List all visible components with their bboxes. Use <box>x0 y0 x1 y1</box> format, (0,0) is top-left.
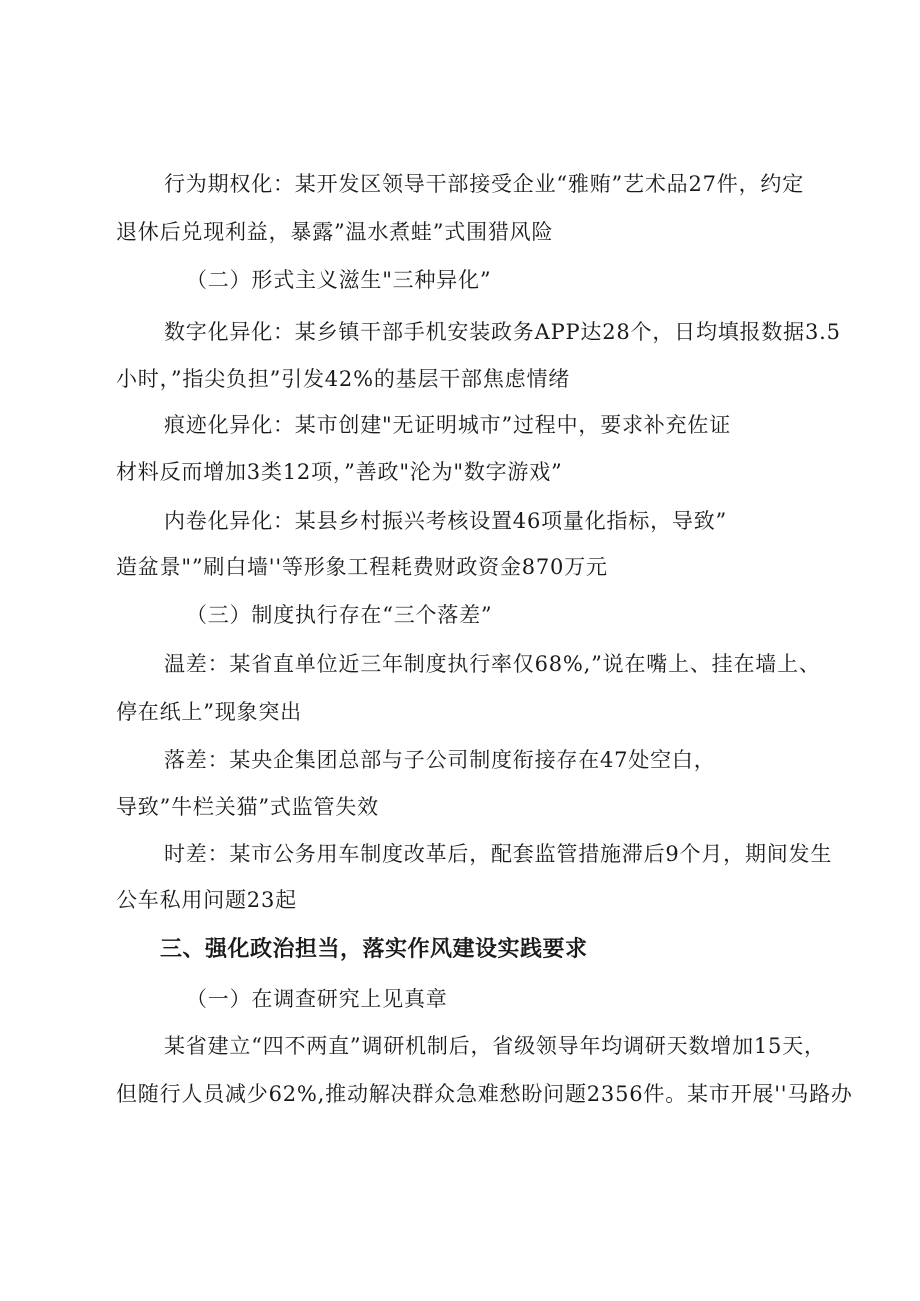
text-line: 内卷化异化：某县乡村振兴考核设置46项量化指标，导致” <box>164 509 728 533</box>
text-line: 落差：某央企集团总部与子公司制度衔接存在47处空白， <box>164 748 716 772</box>
text-line: 停在纸上”现象突出 <box>116 700 302 724</box>
text-line: 公车私用问题23起 <box>116 888 297 912</box>
text-line: 小时，”指尖负担”引发42%的基层干部焦虑情绪 <box>116 367 571 391</box>
text-line: 材料反而增加3类12项，”善政"沦为"数字游戏” <box>116 460 563 484</box>
text-line: 行为期权化：某开发区领导干部接受企业“雅贿”艺术品27件，约定 <box>164 172 804 196</box>
text-line: 痕迹化异化：某市创建"无证明城市”过程中，要求补充佐证 <box>164 413 731 437</box>
section-subheading: （一）在调查研究上见真章 <box>186 987 448 1011</box>
text-line: 时差：某市公务用车制度改革后，配套监管措施滞后9个月，期间发生 <box>164 842 833 866</box>
text-line: 但随行人员减少62%,推动解决群众急难愁盼问题2356件。某市开展''马路办 <box>116 1082 853 1106</box>
section-subheading: （二）形式主义滋生"三种异化” <box>186 268 492 292</box>
text-line: 造盆景"”刷白墙''等形象工程耗费财政资金870万元 <box>116 555 608 579</box>
text-line: 退休后兑现利益，暴露”温水煮蛙”式围猎风险 <box>116 220 554 244</box>
text-line: 温差：某省直单位近三年制度执行率仅68%,”说在嘴上、挂在墙上、 <box>164 652 821 676</box>
text-line: 导致”牛栏关猫”式监管失效 <box>116 795 379 819</box>
text-line: 某省建立“四不两直”调研机制后，省级领导年均调研天数增加15天， <box>164 1034 826 1058</box>
section-subheading: （三）制度执行存在“三个落差” <box>186 603 493 627</box>
text-line: 数字化异化：某乡镇干部手机安装政务APP达28个，日均填报数据3.5 <box>164 320 841 344</box>
section-heading: 三、强化政治担当，落实作风建设实践要求 <box>160 937 588 962</box>
